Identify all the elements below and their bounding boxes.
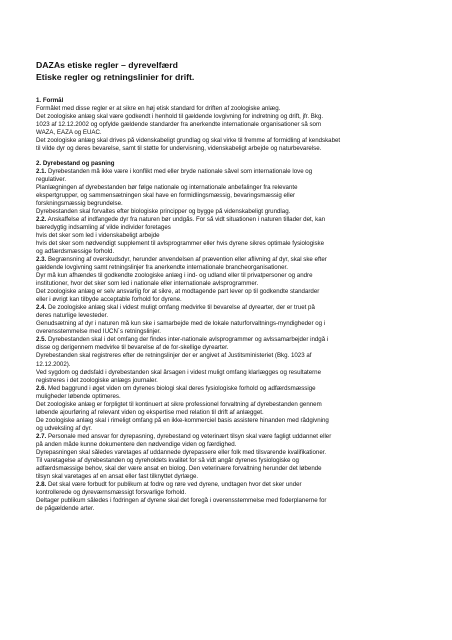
paragraph-text: Med baggrund i øget viden om dyrenes biologi skal deres fysiologiske forhold og adfærdsmæssige — [46, 384, 316, 392]
paragraph-text: overensstemmelse med IUCN´s retningslinjer. — [36, 328, 161, 336]
paragraph-text: kontrollerede og dyreværnsmæssigt forsvarlige forhold. — [36, 488, 187, 496]
section-1-line: til vilde dyr og deres bevarelse, samt til støtte for undervisning, videnskabeligt arbejde og naturbevarelse. — [36, 145, 322, 153]
section-1-line: Det zoologiske anlæg skal drives på videnskabeligt grundlag og skal virke til fremme af formidling af kendskabet — [36, 137, 341, 145]
paragraph-text: Det zoologiske anlæg er forpligtet til kontinuert at sikre professionel forvaltning af dyrebestanden gennem — [36, 400, 322, 408]
paragraph-text: Dyrepasningen skal således varetages af uddannede dyrepassere eller folk med tilsvarende kvalifikationer. — [36, 448, 327, 456]
section-gap — [36, 153, 428, 160]
section-2-line — [36, 369, 428, 377]
paragraph-number: 2.7. — [36, 432, 47, 440]
section-2-line — [36, 401, 428, 409]
paragraph-text: ekspertgrupper, og sammensætningen skal have en formidlingsmæssig, bevaringsmæssig eller — [36, 192, 296, 200]
paragraph-text: og adfærdsmæssige forhold. — [36, 248, 115, 256]
section-2-line — [36, 441, 428, 449]
paragraph-text: disse og derigennem medvirke til bevarelse af de for-skellige dyrearter. — [36, 344, 229, 352]
paragraph-text: Genudsætning af dyr i naturen må kun ske i samarbejde med de lokale naturforvaltnings-myndigheder og i — [36, 320, 326, 328]
section-2-line — [36, 328, 428, 336]
paragraph-text: Til varetagelse af dyrebestanden og dyreholdets kvalitet for så vidt angår dyrenes fysiologiske og — [36, 456, 299, 464]
section-2-line — [36, 304, 428, 312]
section-2-line — [36, 184, 428, 192]
section-1-line: Formålet med disse regler er at sikre en høj etisk standard for driften af zoologiske anlæg. — [36, 105, 281, 113]
section-2-line — [36, 200, 428, 208]
section-2-line — [36, 505, 428, 513]
section-2-line — [36, 409, 428, 417]
section-2-line — [36, 192, 428, 200]
section-2-line — [36, 296, 428, 304]
section-2-line — [36, 336, 428, 344]
paragraph-text: institutioner, hvor det sker som led i nationale eller internationale avlsprogrammer. — [36, 280, 259, 288]
section-1-line: 1023 af 12.12.2002 og opfylde gældende standarder fra anerkendte internationale organisationer så som — [36, 121, 322, 129]
section-2-line — [36, 264, 428, 272]
paragraph-number: 2.3. — [36, 256, 47, 264]
title-line-2: Etiske regler og retningslinier for drift. — [36, 71, 195, 82]
section-2-line — [36, 449, 428, 457]
section-2-line — [36, 320, 428, 328]
section-2-line — [36, 417, 428, 425]
section-2-line — [36, 344, 428, 352]
paragraph-text: Anskaffelse af indfangede dyr fra naturen bør undgås. For så vidt situationen i naturen tillader det, kan — [46, 216, 326, 224]
section-2-line — [36, 272, 428, 280]
title-line-1: DAZAs etiske regler – dyrevelfærd — [36, 60, 178, 70]
section-2-text — [36, 168, 428, 513]
paragraph-text: Deltager publikum således i fodringen af dyrene skal det foregå i overensstemmelse med foderplanerne for — [36, 496, 327, 504]
section-2-line — [36, 377, 428, 385]
section-2-line — [36, 433, 428, 441]
paragraph-text: og udveksling af dyr. — [36, 424, 92, 432]
paragraph-text: adfærdsmæssige behov, skal der være ansat en biolog. Den veterinære forvaltning herunder det løbende — [36, 464, 322, 472]
paragraph-text: bæredygtig indsamling af vilde individer foretages — [36, 224, 171, 232]
section-1-line: Det zoologiske anlæg skal være godkendt i henhold til gældende lovgivning for indretning og drift, jfr. Bkg. — [36, 113, 324, 121]
section-2-line — [36, 288, 428, 296]
section-1-heading: 1. Formål — [36, 97, 64, 104]
paragraph-number: 2.8. — [36, 480, 47, 488]
section-2-line — [36, 312, 428, 320]
section-2-line — [36, 457, 428, 465]
section-2-line — [36, 489, 428, 497]
section-2-line — [36, 465, 428, 473]
section-2-line — [36, 481, 428, 489]
paragraph-number: 2.2. — [36, 216, 47, 224]
paragraph-text: forskningsmæssig begrundelse. — [36, 200, 123, 208]
section-2-line — [36, 168, 428, 176]
paragraph-text: eller i øvrigt kan tilbyde acceptable forhold for dyrene. — [36, 296, 182, 304]
paragraph-text: løbende ajourføring af relevant viden og ekspertise med relation til drift af anlægget. — [36, 408, 264, 416]
paragraph-number: 2.4. — [36, 304, 47, 312]
section-2-line — [36, 248, 428, 256]
paragraph-text: Begrænsning af overskudsdyr, herunder anvendelsen af prævention eller aflivning af dyr, skal ske efter — [46, 256, 327, 264]
paragraph-text: Dyrebestanden skal forvaltes efter biologiske principper og bygge på videnskabeligt grundlag. — [36, 208, 291, 216]
section-2-line — [36, 256, 428, 264]
section-2-heading: 2. Dyrebestand og pasning — [36, 160, 115, 168]
paragraph-text: muligheder løbende optimeres. — [36, 392, 121, 400]
paragraph-text: på anden måde kunne dokumentere den nødvendige viden og færdighed. — [36, 440, 237, 448]
document-title — [36, 60, 426, 83]
paragraph-text: Planlægningen af dyrebestanden bør følge nationale og internationale anbefalinger fra relevante — [36, 184, 298, 192]
paragraph-text: Dyrebestanden skal registreres efter de retningslinjer der er angivet af Justitsministeriet (Bkg. 1023 af — [36, 352, 312, 360]
section-2-line — [36, 208, 428, 216]
section-1-text — [36, 105, 428, 153]
section-2-line — [36, 425, 428, 433]
paragraph-text: Det zoologiske anlæg er selv ansvarlig for at sikre, at modtagende part lever op til godkendte standarder — [36, 288, 320, 296]
section-2-line — [36, 361, 428, 369]
section-2-line — [36, 473, 428, 481]
section-2-line — [36, 232, 428, 240]
paragraph-text: 12.12.2002). — [36, 360, 71, 368]
paragraph-text: de pågældende arter. — [36, 504, 95, 512]
paragraph-number: 2.1. — [36, 168, 47, 176]
paragraph-text: hvis det sker som nødvendigt supplement til avlsprogrammer eller hvis dyrene sikres optimale fysiologiske — [36, 240, 325, 248]
paragraph-text: Dyr må kun afhændes til godkendte zoologiske anlæg i ind- og udland eller til privatpersoner og andre — [36, 272, 313, 280]
paragraph-text: Dyrebestanden må ikke være i konflikt med eller bryde nationale såvel som internationale love og — [46, 168, 313, 176]
paragraph-text: deres naturlige levesteder. — [36, 312, 109, 320]
document-body — [36, 97, 428, 513]
paragraph-text: De zoologiske anlæg skal i rimeligt omfang på en ikke-kommerciel basis assistere hinanden med rådgivning — [36, 416, 329, 424]
section-2-line — [36, 224, 428, 232]
section-2-line — [36, 497, 428, 505]
paragraph-text: Det skal være forbudt for publikum at fodre og røre ved dyrene, undtagen hvor det sker under — [46, 480, 302, 488]
section-2-line — [36, 385, 428, 393]
section-2-line — [36, 393, 428, 401]
paragraph-text: Ved sygdom og dødsfald i dyrebestanden skal årsagen i videst muligt omfang klarlægges og resultaterne — [36, 368, 322, 376]
paragraph-text: De zoologiske anlæg skal i videst muligt omfang medvirke til bevarelse af dyrearter, der er truet på — [46, 304, 315, 312]
section-2-line — [36, 352, 428, 360]
section-1-line: WAZA, EAZA og EUAC. — [36, 129, 102, 137]
paragraph-text: hvis det sker som led i videnskabeligt arbejde — [36, 232, 160, 240]
section-2-line — [36, 176, 428, 184]
paragraph-number: 2.5. — [36, 336, 47, 344]
paragraph-text: Personale med ansvar for dyrepasning, dyrebestand og veterinært tilsyn skal være fagligt uddannet eller — [46, 432, 332, 440]
section-2-line — [36, 240, 428, 248]
paragraph-text: registreres i det zoologiske anlægs journaler. — [36, 376, 158, 384]
section-2-line — [36, 216, 428, 224]
section-2-line — [36, 280, 428, 288]
paragraph-text: gældende lovgivning samt retningslinjer fra anerkendte internationale brancheorganisationer. — [36, 264, 288, 272]
paragraph-text: regulativer. — [36, 176, 67, 184]
paragraph-text: Dyrebestanden skal i det omfang der findes inter-nationale avlsprogrammer og avlssamarbejder indgå i — [46, 336, 329, 344]
paragraph-number: 2.6. — [36, 384, 47, 392]
paragraph-text: tilsyn skal varetages af en ansat eller fast tilknyttet dyrlæge. — [36, 472, 199, 480]
